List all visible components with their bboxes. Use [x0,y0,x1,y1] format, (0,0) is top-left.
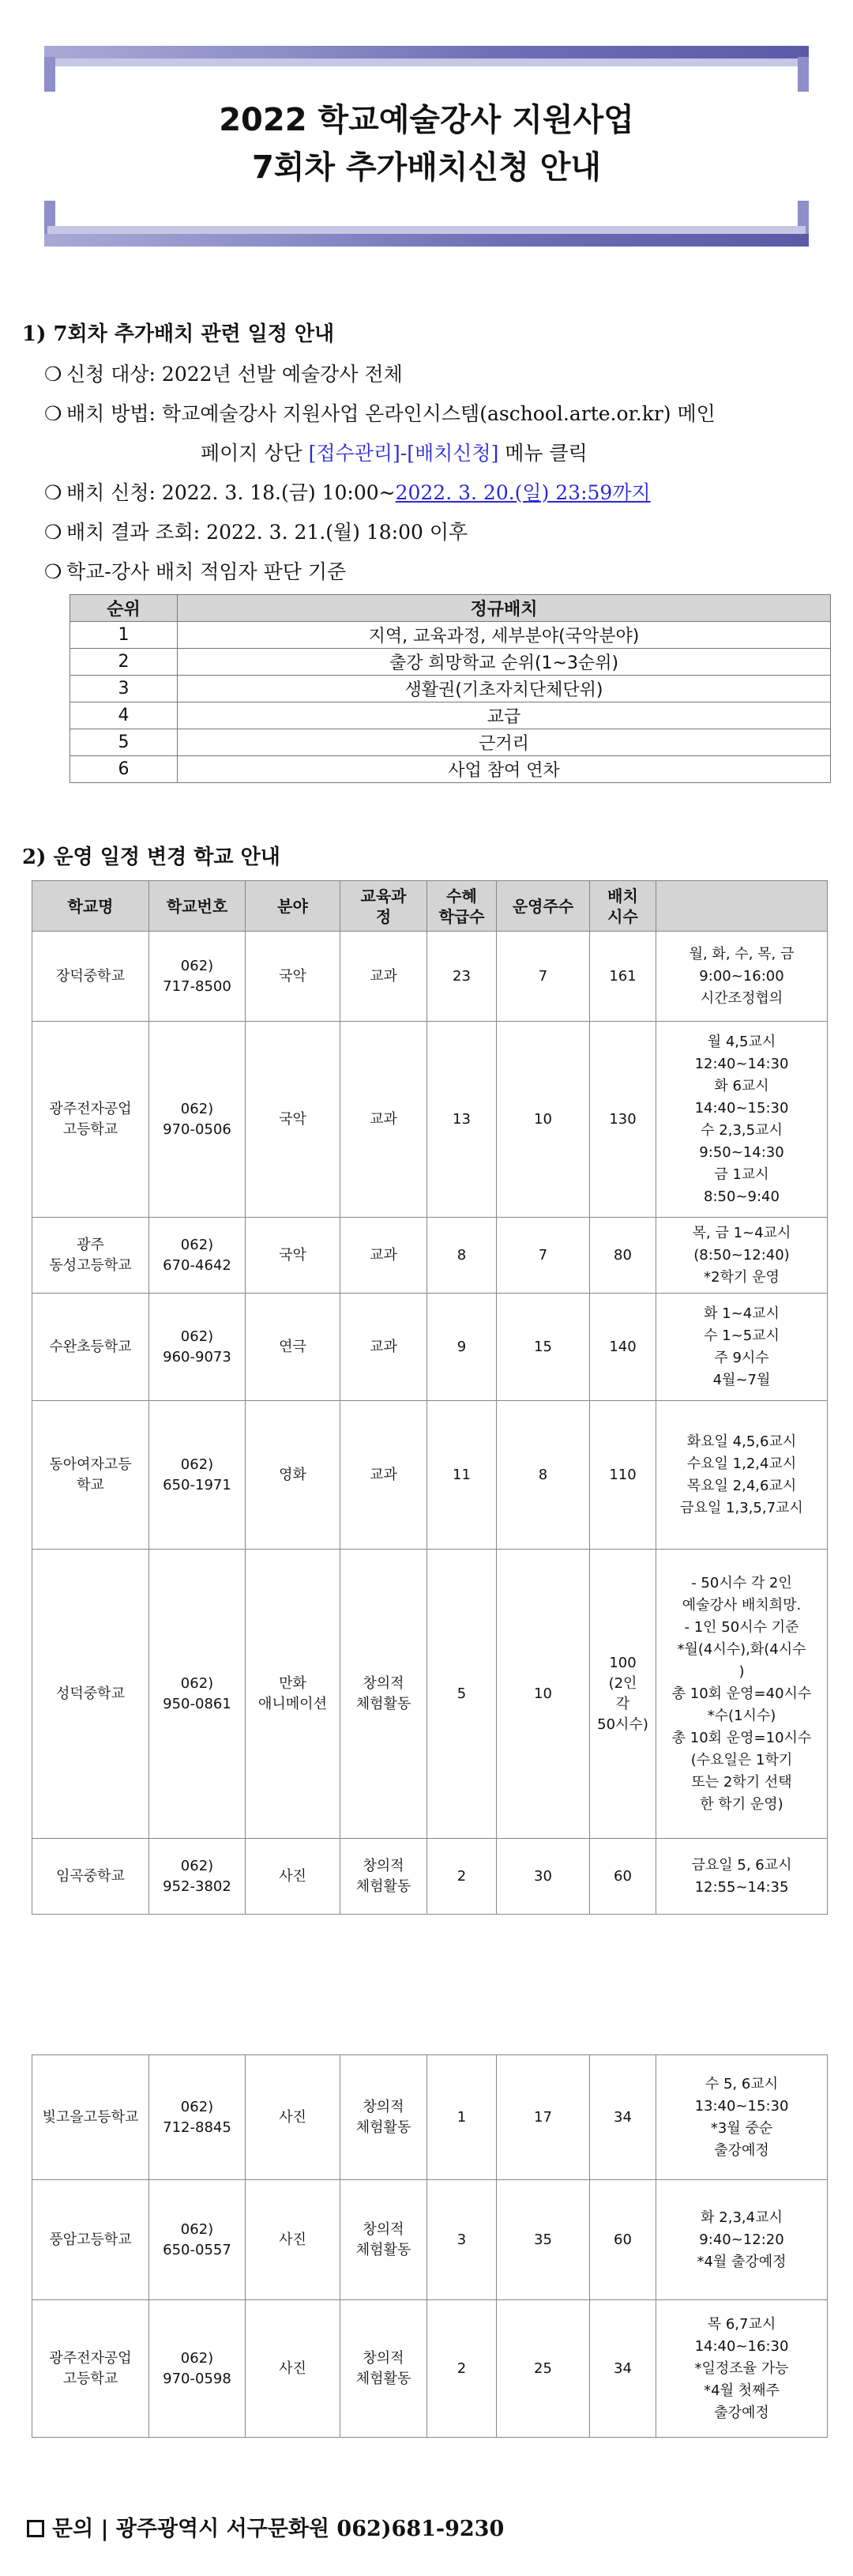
schedule-note-cell: - 50시수 각 2인 예술강사 배치희망. - 1인 50시수 기준 *월(4시수),화(4시수 ) 총 10회 운영=40시수 *수(1시수) 총 10회 운영=10시수 (수요일은 1학기 또는 2학기 선택 한 학기 운영) [656,1550,828,1839]
table-cell: 140 [590,1294,656,1401]
menu-path-link[interactable]: [접수관리]-[배치신청] [308,442,499,465]
schedule-table [32,880,828,1915]
table-cell: 5 [427,1550,497,1839]
table-cell: 25 [497,2300,590,2438]
table-cell: 3 [70,676,178,702]
table-cell: 6 [70,756,178,783]
column-header: 배치 시수 [590,881,656,932]
table-cell: 임곡중학교 [32,1839,149,1915]
banner-corner [798,57,809,92]
table-cell: 교과 [340,1022,427,1218]
table-cell: 10 [497,1022,590,1218]
banner-bottom-border [44,234,809,247]
info-line-result: ❍ 배치 결과 조회: 2022. 3. 21.(월) 18:00 이후 [44,517,468,548]
table-row [32,2300,828,2438]
table-header-row [32,881,828,932]
table-cell: 창의적 체험활동 [340,2180,427,2300]
table-cell: 광주전자공업 고등학교 [32,1022,149,1218]
table-cell: 60 [590,2180,656,2300]
table-cell: 60 [590,1839,656,1915]
table-cell: 수완초등학교 [32,1294,149,1401]
column-header: 수혜 학급수 [427,881,497,932]
table-row [70,729,831,756]
column-header: 운영주수 [497,881,590,932]
table-row [70,649,831,676]
bullet-icon: ❍ [44,363,62,386]
table-cell: 풍암고등학교 [32,2180,149,2300]
schedule-table-continued [32,2054,828,2438]
table-row [32,1401,828,1550]
table-cell: 국악 [246,1218,340,1294]
table-cell: 사진 [246,2300,340,2438]
table-cell: 국악 [246,1022,340,1218]
table-cell: 빛고을고등학교 [32,2055,149,2180]
table-row [32,1294,828,1401]
schedule-note-cell: 월 4,5교시 12:40~14:30 화 6교시 14:40~15:30 수 2,3,5교시 9:50~14:30 금 1교시 8:50~9:40 [656,1022,828,1218]
table-cell: 23 [427,932,497,1022]
table-cell: 만화 애니메이션 [246,1550,340,1839]
criteria-table [70,594,831,783]
table-cell: 062) 650-0557 [149,2180,246,2300]
schedule-note-cell: 월, 화, 수, 목, 금 9:00~16:00 시간조정협의 [656,932,828,1022]
table-cell: 30 [497,1839,590,1915]
table-cell: 062) 670-4642 [149,1218,246,1294]
page-title [44,96,809,191]
table-cell: 1 [427,2055,497,2180]
table-cell: 34 [590,2055,656,2180]
schedule-note-cell: 화요일 4,5,6교시 수요일 1,2,4교시 목요일 2,4,6교시 금요일 1,3,5,7교시 [656,1401,828,1550]
table-cell: 사진 [246,2180,340,2300]
table-cell: 17 [497,2055,590,2180]
bullet-icon: ❍ [44,560,62,583]
contact-info [27,2511,504,2542]
section-1-heading: 1) 7회차 추가배치 관련 일정 안내 [22,322,335,346]
table-cell: 사업 참여 연차 [178,756,831,783]
bullet-icon: ❍ [44,481,62,504]
table-cell: 10 [497,1550,590,1839]
table-row [32,1839,828,1915]
table-cell: 교과 [340,932,427,1022]
table-cell: 창의적 체험활동 [340,1550,427,1839]
column-header: 정규배치 [178,595,831,622]
table-cell: 13 [427,1022,497,1218]
table-row [70,622,831,649]
table-cell: 8 [497,1401,590,1550]
schedule-note-cell: 금요일 5, 6교시 12:55~14:35 [656,1839,828,1915]
table-cell: 062) 960-9073 [149,1294,246,1401]
table-cell: 생활권(기초자치단체단위) [178,676,831,702]
table-cell: 1 [70,622,178,649]
table-row [70,676,831,702]
schedule-note-cell: 수 5, 6교시 13:40~15:30 *3월 중순 출강예정 [656,2055,828,2180]
table-cell: 동아여자고등 학교 [32,1401,149,1550]
info-line-method-cont: 페이지 상단 [접수관리]-[배치신청] 메뉴 클릭 [201,442,588,465]
table-cell: 창의적 체험활동 [340,1839,427,1915]
table-cell: 사진 [246,1839,340,1915]
bullet-icon: ❍ [44,402,62,425]
table-cell: 15 [497,1294,590,1401]
table-cell: 9 [427,1294,497,1401]
table-cell: 연극 [246,1294,340,1401]
table-cell: 062) 950-0861 [149,1550,246,1839]
title-line-2: 7회차 추가배치신청 안내 [251,149,602,186]
table-cell: 062) 712-8845 [149,2055,246,2180]
column-header: 학교명 [32,881,149,932]
table-cell: 2 [427,1839,497,1915]
info-line-method: ❍ 배치 방법: 학교예술강사 지원사업 온라인시스템(aschool.arte.or.kr) 메인 [44,398,716,430]
schedule-note-cell: 화 2,3,4교시 9:40~12:20 *4월 출강예정 [656,2180,828,2300]
table-cell: 8 [427,1218,497,1294]
info-line-criteria: ❍ 학교-강사 배치 적임자 판단 기준 [44,556,346,588]
table-cell: 교과 [340,1401,427,1550]
table-row [70,702,831,729]
table-cell: 062) 952-3802 [149,1839,246,1915]
table-cell: 영화 [246,1401,340,1550]
banner-top-border [44,46,809,58]
title-line-1: 2022 학교예술강사 지원사업 [219,102,634,138]
column-header: 분야 [246,881,340,932]
schedule-note-cell: 목 6,7교시 14:40~16:30 *일정조율 가능 *4월 첫째주 출강예정 [656,2300,828,2438]
table-cell: 창의적 체험활동 [340,2300,427,2438]
table-cell: 교급 [178,702,831,729]
banner-corner [44,57,55,92]
table-cell: 4 [70,702,178,729]
table-cell: 성덕중학교 [32,1550,149,1839]
section-2-heading: 2) 운영 일정 변경 학교 안내 [22,845,280,869]
title-banner [44,46,809,247]
column-header: 교육과 정 [340,881,427,932]
schedule-note-cell: 화 1~4교시 수 1~5교시 주 9시수 4월~7월 [656,1294,828,1401]
checkbox-square-icon [27,2520,44,2537]
table-header-row [70,595,831,622]
info-line-target: ❍ 신청 대상: 2022년 선발 예술강사 전체 [44,359,403,390]
info-line-apply: ❍ 배치 신청: 2022. 3. 18.(금) 10:00~2022. 3. 20.(일) 23:59까지 [44,477,651,509]
table-cell: 062) 970-0598 [149,2300,246,2438]
table-cell: 교과 [340,1294,427,1401]
table-cell: 광주전자공업 고등학교 [32,2300,149,2438]
table-cell: 062) 970-0506 [149,1022,246,1218]
table-cell: 062) 650-1971 [149,1401,246,1550]
table-cell: 110 [590,1401,656,1550]
bullet-icon: ❍ [44,521,62,544]
table-cell: 3 [427,2180,497,2300]
schedule-note-cell: 목, 금 1~4교시 (8:50~12:40) *2학기 운영 [656,1218,828,1294]
table-row [32,2055,828,2180]
table-cell: 35 [497,2180,590,2300]
table-cell: 광주 동성고등학교 [32,1218,149,1294]
table-row [32,2180,828,2300]
table-cell: 062) 717-8500 [149,932,246,1022]
table-cell: 지역, 교육과정, 세부분야(국악분야) [178,622,831,649]
column-header [656,881,828,932]
table-cell: 130 [590,1022,656,1218]
deadline-link[interactable]: 2022. 3. 20.(일) 23:59까지 [395,481,651,504]
table-row [70,756,831,783]
table-cell: 80 [590,1218,656,1294]
table-cell: 사진 [246,2055,340,2180]
table-row [32,1218,828,1294]
table-row [32,1550,828,1839]
table-row [32,1022,828,1218]
table-cell: 7 [497,932,590,1022]
table-cell: 100 (2인 각 50시수) [590,1550,656,1839]
table-cell: 34 [590,2300,656,2438]
column-header: 순위 [70,595,178,622]
column-header: 학교번호 [149,881,246,932]
table-cell: 국악 [246,932,340,1022]
table-cell: 5 [70,729,178,756]
table-cell: 2 [70,649,178,676]
contact-text: 문의 | 광주광역시 서구문화원 062)681-9230 [52,2517,505,2541]
table-row [32,932,828,1022]
table-cell: 근거리 [178,729,831,756]
table-cell: 출강 희망학교 순위(1~3순위) [178,649,831,676]
table-cell: 교과 [340,1218,427,1294]
table-cell: 11 [427,1401,497,1550]
table-cell: 7 [497,1218,590,1294]
table-cell: 장덕중학교 [32,932,149,1022]
table-cell: 161 [590,932,656,1022]
table-cell: 2 [427,2300,497,2438]
table-cell: 창의적 체험활동 [340,2055,427,2180]
